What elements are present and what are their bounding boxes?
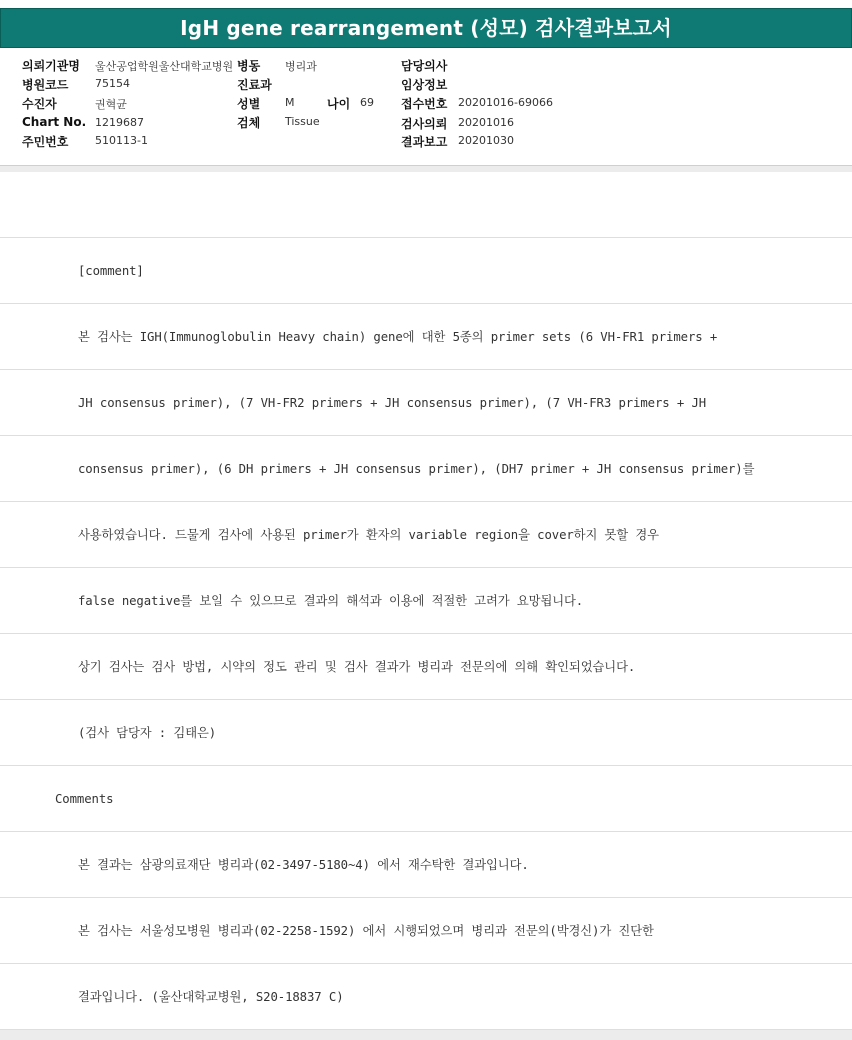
table-row [0,370,852,436]
row-text: 본 검사는 서울성모병원 병리과(02-2258-1592) 에서 시행되었으며 병리과 전문의(박경신)가 진단한 [78,924,654,938]
receipt-no-label: 접수번호 [401,97,448,111]
id-no-label: 주민번호 [22,135,69,149]
receipt-no-value: 20201016-69066 [458,96,553,109]
department-label: 진료과 [237,78,272,92]
sex-value: M [285,96,295,109]
patient-info-panel [0,48,852,166]
row-text: 사용하였습니다. 드물게 검사에 사용된 primer가 환자의 variable region을 cover하지 못할 경우 [78,528,659,542]
table-row [0,766,852,832]
row-text: 본 결과는 삼광의료재단 병리과(02-3497-5180~4) 에서 재수탁한 결과입니다. [78,858,529,872]
chart-no-label: Chart No. [22,115,87,129]
sex-label: 성별 [237,97,261,111]
age-value: 69 [360,96,374,109]
request-date-value: 20201016 [458,116,514,129]
doctor-label: 담당의사 [401,59,448,73]
ward-value: 병리과 [285,60,317,73]
row-text: 상기 검사는 검사 방법, 시약의 정도 관리 및 검사 결과가 병리과 전문의에 의해 확인되었습니다. [78,660,636,674]
table-row [0,172,852,238]
patient-value: 권혁균 [95,98,127,111]
institution-label: 의뢰기관명 [22,59,80,73]
specimen-value: Tissue [285,115,320,128]
row-text: false negative를 보일 수 있으므로 결과의 해석과 이용에 적절한 고려가 요망됩니다. [78,594,584,608]
row-text: 결과입니다. (울산대학교병원, S20-18837 C) [78,990,344,1004]
table-row [0,700,852,766]
row-text: JH consensus primer), (7 VH-FR2 primers + JH consensus primer), (7 VH-FR3 primers + JH [78,396,707,410]
chart-no-value: 1219687 [95,116,144,129]
result-text-table [0,172,852,1030]
hospital-code-value: 75154 [95,77,130,90]
row-text: consensus primer), (6 DH primers + JH consensus primer), (DH7 primer + JH consensus primer)를 [78,462,755,476]
report-date-label: 결과보고 [401,135,448,149]
hospital-code-label: 병원코드 [22,78,69,92]
clinical-info-label: 임상정보 [401,78,448,92]
table-row [0,898,852,964]
patient-label: 수진자 [22,97,57,111]
report-title: IgH gene rearrangement (성모) 검사결과보고서 [0,8,852,48]
row-text: Comments [55,792,114,806]
table-row [0,964,852,1030]
report-date-value: 20201030 [458,134,514,147]
id-no-value: 510113-1 [95,134,148,147]
table-row [0,238,852,304]
institution-value: 울산공업학원울산대학교병원 [95,60,234,73]
row-text: (검사 담당자 : 김태은) [78,726,217,740]
table-row [0,304,852,370]
age-label: 나이 [327,97,351,111]
table-row [0,502,852,568]
request-date-label: 검사의뢰 [401,117,448,131]
table-row [0,436,852,502]
page-footer-band [0,1030,852,1040]
table-row [0,634,852,700]
row-text: [comment] [78,264,144,278]
specimen-label: 검체 [237,116,261,130]
table-row [0,832,852,898]
table-row [0,568,852,634]
ward-label: 병동 [237,59,261,73]
row-text: 본 검사는 IGH(Immunoglobulin Heavy chain) gene에 대한 5종의 primer sets (6 VH-FR1 primers + [78,330,718,344]
